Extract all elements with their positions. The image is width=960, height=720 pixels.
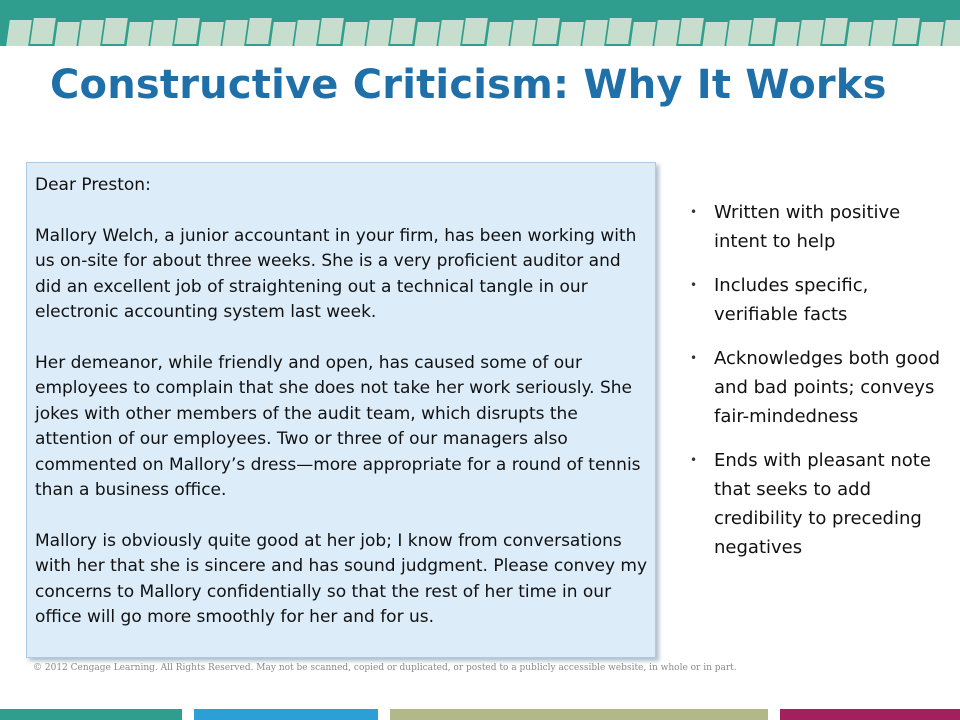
letter-salutation: Dear Preston:	[35, 175, 151, 195]
band-tile	[870, 20, 896, 46]
bullet-text: Includes specific, verifiable facts	[714, 275, 869, 325]
band-tile	[630, 22, 656, 46]
band-tile	[102, 18, 128, 44]
bottom-bar-olive	[390, 709, 768, 720]
band-tile	[774, 22, 800, 46]
band-tile	[6, 20, 32, 46]
letter-paragraph: Mallory is obviously quite good at her job; I know from conversations with her that she is sincere and has sound judgment. Please convey my concerns to Mallory confidentially so that the rest of her time in our office will go more smoothly for her and for us.	[35, 530, 648, 627]
letter-paragraph: Her demeanor, while friendly and open, has caused some of our employees to complain that she does not take her work seriously. She jokes with other members of the audit team, which disrupts the attention of our employees. Two or three of our managers also commented on Mallory’s dress—more appropriate for a round of tennis than a business office.	[35, 352, 641, 500]
band-tile	[486, 22, 512, 46]
band-tile	[582, 20, 608, 46]
band-tile	[918, 22, 944, 46]
band-tile	[126, 22, 152, 46]
band-tile	[702, 22, 728, 46]
band-tile	[534, 18, 560, 44]
bullet-list	[688, 198, 950, 577]
bullet-text: Ends with pleasant note that seeks to add credibility to preceding negatives	[714, 450, 931, 558]
band-tile	[318, 18, 344, 44]
band-tile	[726, 20, 752, 46]
band-tile	[654, 20, 680, 46]
letter-text	[35, 173, 649, 656]
band-tile	[366, 20, 392, 46]
band-tile	[342, 22, 368, 46]
bullet-item	[688, 271, 950, 329]
bullet-icon: •	[690, 351, 698, 365]
band-tile	[294, 20, 320, 46]
top-decorative-band	[0, 0, 960, 46]
band-tile	[78, 20, 104, 46]
band-tile	[198, 22, 224, 46]
band-tile	[822, 18, 848, 44]
band-tile	[606, 18, 632, 44]
band-tile	[510, 20, 536, 46]
band-tile	[222, 20, 248, 46]
bottom-bar-magenta	[780, 709, 960, 720]
bullet-icon: •	[690, 278, 698, 292]
band-tile	[798, 20, 824, 46]
band-tile	[462, 18, 488, 44]
bullet-text: Acknowledges both good and bad points; conveys fair-mindedness	[714, 348, 941, 427]
bottom-bar-teal	[0, 709, 182, 720]
bottom-bar-blue	[194, 709, 378, 720]
band-tile	[558, 22, 584, 46]
band-tile	[174, 18, 200, 44]
band-tile	[942, 20, 960, 46]
bullet-icon: •	[690, 453, 698, 467]
band-tile	[390, 18, 416, 44]
band-tile	[270, 22, 296, 46]
band-tile	[846, 22, 872, 46]
band-tile	[894, 18, 920, 44]
copyright-notice: © 2012 Cengage Learning. All Rights Reserved. May not be scanned, copied or duplicated, or posted to a publicly accessible website, in whole or in part.	[33, 663, 737, 673]
band-tile	[54, 22, 80, 46]
bullet-icon: •	[690, 205, 698, 219]
band-tile	[678, 18, 704, 44]
letter-box	[26, 162, 656, 658]
band-tile	[750, 18, 776, 44]
band-tile	[246, 18, 272, 44]
bullet-item	[688, 446, 950, 562]
band-tile	[414, 22, 440, 46]
bullet-item	[688, 344, 950, 431]
bullet-item	[688, 198, 950, 256]
band-tile	[150, 20, 176, 46]
slide-title: Constructive Criticism: Why It Works	[50, 62, 887, 108]
bullet-text: Written with positive intent to help	[714, 202, 901, 252]
band-tile	[30, 18, 56, 44]
band-tile	[438, 20, 464, 46]
letter-paragraph: Mallory Welch, a junior accountant in your firm, has been working with us on-site for about three weeks. She is a very proficient auditor and did an excellent job of straightening out a technical tangle in our electronic accounting system last week.	[35, 225, 637, 322]
